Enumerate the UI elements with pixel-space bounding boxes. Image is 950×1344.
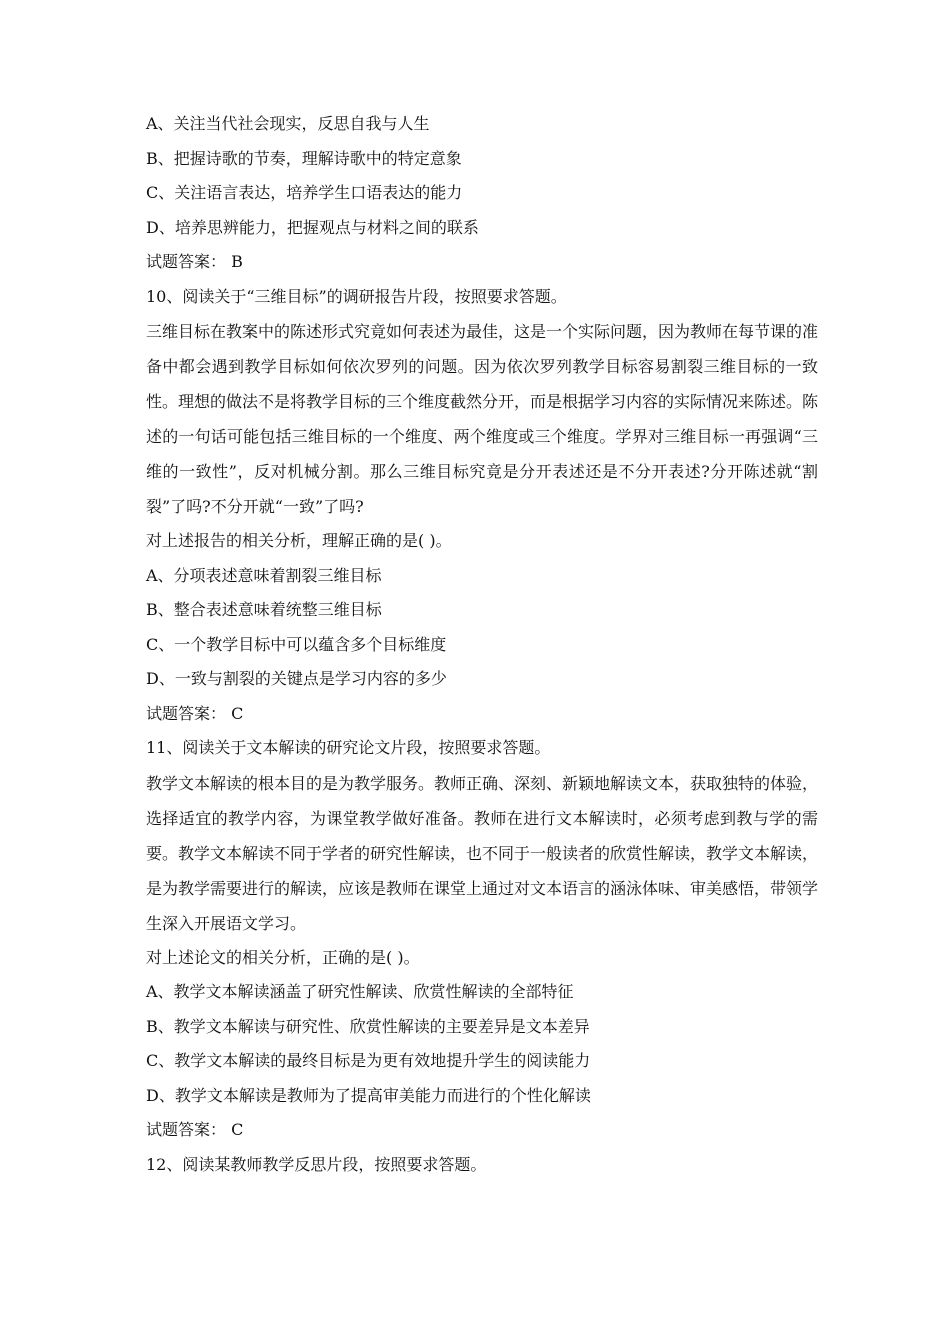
- q9-option-c: C、关注语言表达，培养学生口语表达的能力: [146, 183, 463, 202]
- q12-title: 12、阅读某教师教学反思片段，按照要求答题。: [146, 1154, 487, 1174]
- q9-option-d: D、培养思辨能力，把握观点与材料之间的联系: [146, 217, 479, 237]
- q11-option-b: B、教学文本解读与研究性、欣赏性解读的主要差异是文本差异: [146, 1016, 590, 1036]
- q11-option-c: C、教学文本解读的最终目标是为更有效地提升学生的阅读能力: [146, 1051, 591, 1070]
- q10-option-b: B、整合表述意味着统整三维目标: [146, 600, 382, 619]
- q11-option-d: D、教学文本解读是教师为了提高审美能力而进行的个性化解读: [146, 1085, 591, 1105]
- q10-option-d: D、一致与割裂的关键点是学习内容的多少: [146, 669, 447, 688]
- q10-question: 对上述报告的相关分析，理解正确的是( )。: [146, 531, 452, 550]
- q10-passage: 三维目标在教案中的陈述形式究竟如何表述为最佳，这是一个实际问题，因为教师在每节课的准备中都会遇到教学目标如何依次罗列的问题。因为依次罗列教学目标容易割裂三维目标的一致性。理想的做法不是将教学目标的三个维度截然分开，而是根据学习内容的实际情况来陈述。陈述的一句话可能包括三维目标的一个维度、两个维度或三个维度。学界对三维目标一再强调“三维的一致性”，反对机械分割。那么三维目标究竟是分开表述还是不分开表述?分开陈述就“割裂”了吗?不分开就“一致”了吗?: [146, 322, 819, 516]
- q9-option-b: B、把握诗歌的节奏，理解诗歌中的特定意象: [146, 148, 462, 168]
- q11-passage: 教学文本解读的根本目的是为教学服务。教师正确、深刻、新颖地解读文本，获取独特的体验，选择适宜的教学内容，为课堂教学做好准备。教师在进行文本解读时，必须考虑到教与学的需要。教学文本解读不同于学者的研究性解读，也不同于一般读者的欣赏性解读，教学文本解读，是为教学需要进行的解读，应该是教师在课堂上通过对文本语言的涵泳体味、审美感悟，带领学生深入开展语文学习。: [146, 773, 819, 933]
- q11-option-a: A、教学文本解读涵盖了研究性解读、欣赏性解读的全部特征: [146, 982, 574, 1001]
- q11-answer: 试题答案： C: [146, 1120, 244, 1139]
- q10-option-a: A、分项表述意味着割裂三维目标: [146, 565, 382, 585]
- q11-question: 对上述论文的相关分析，正确的是( )。: [146, 947, 420, 967]
- document-page: [146, 114, 818, 1189]
- q10-title: 10、阅读关于“三维目标”的调研报告片段，按照要求答题。: [146, 286, 567, 306]
- q9-option-a: A、关注当代社会现实，反思自我与人生: [146, 114, 430, 133]
- q10-option-c: C、一个教学目标中可以蕴含多个目标维度: [146, 634, 447, 654]
- q10-answer: 试题答案： C: [146, 703, 244, 723]
- q11-title: 11、阅读关于文本解读的研究论文片段，按照要求答题。: [146, 738, 551, 757]
- q9-answer: 试题答案： B: [146, 252, 243, 271]
